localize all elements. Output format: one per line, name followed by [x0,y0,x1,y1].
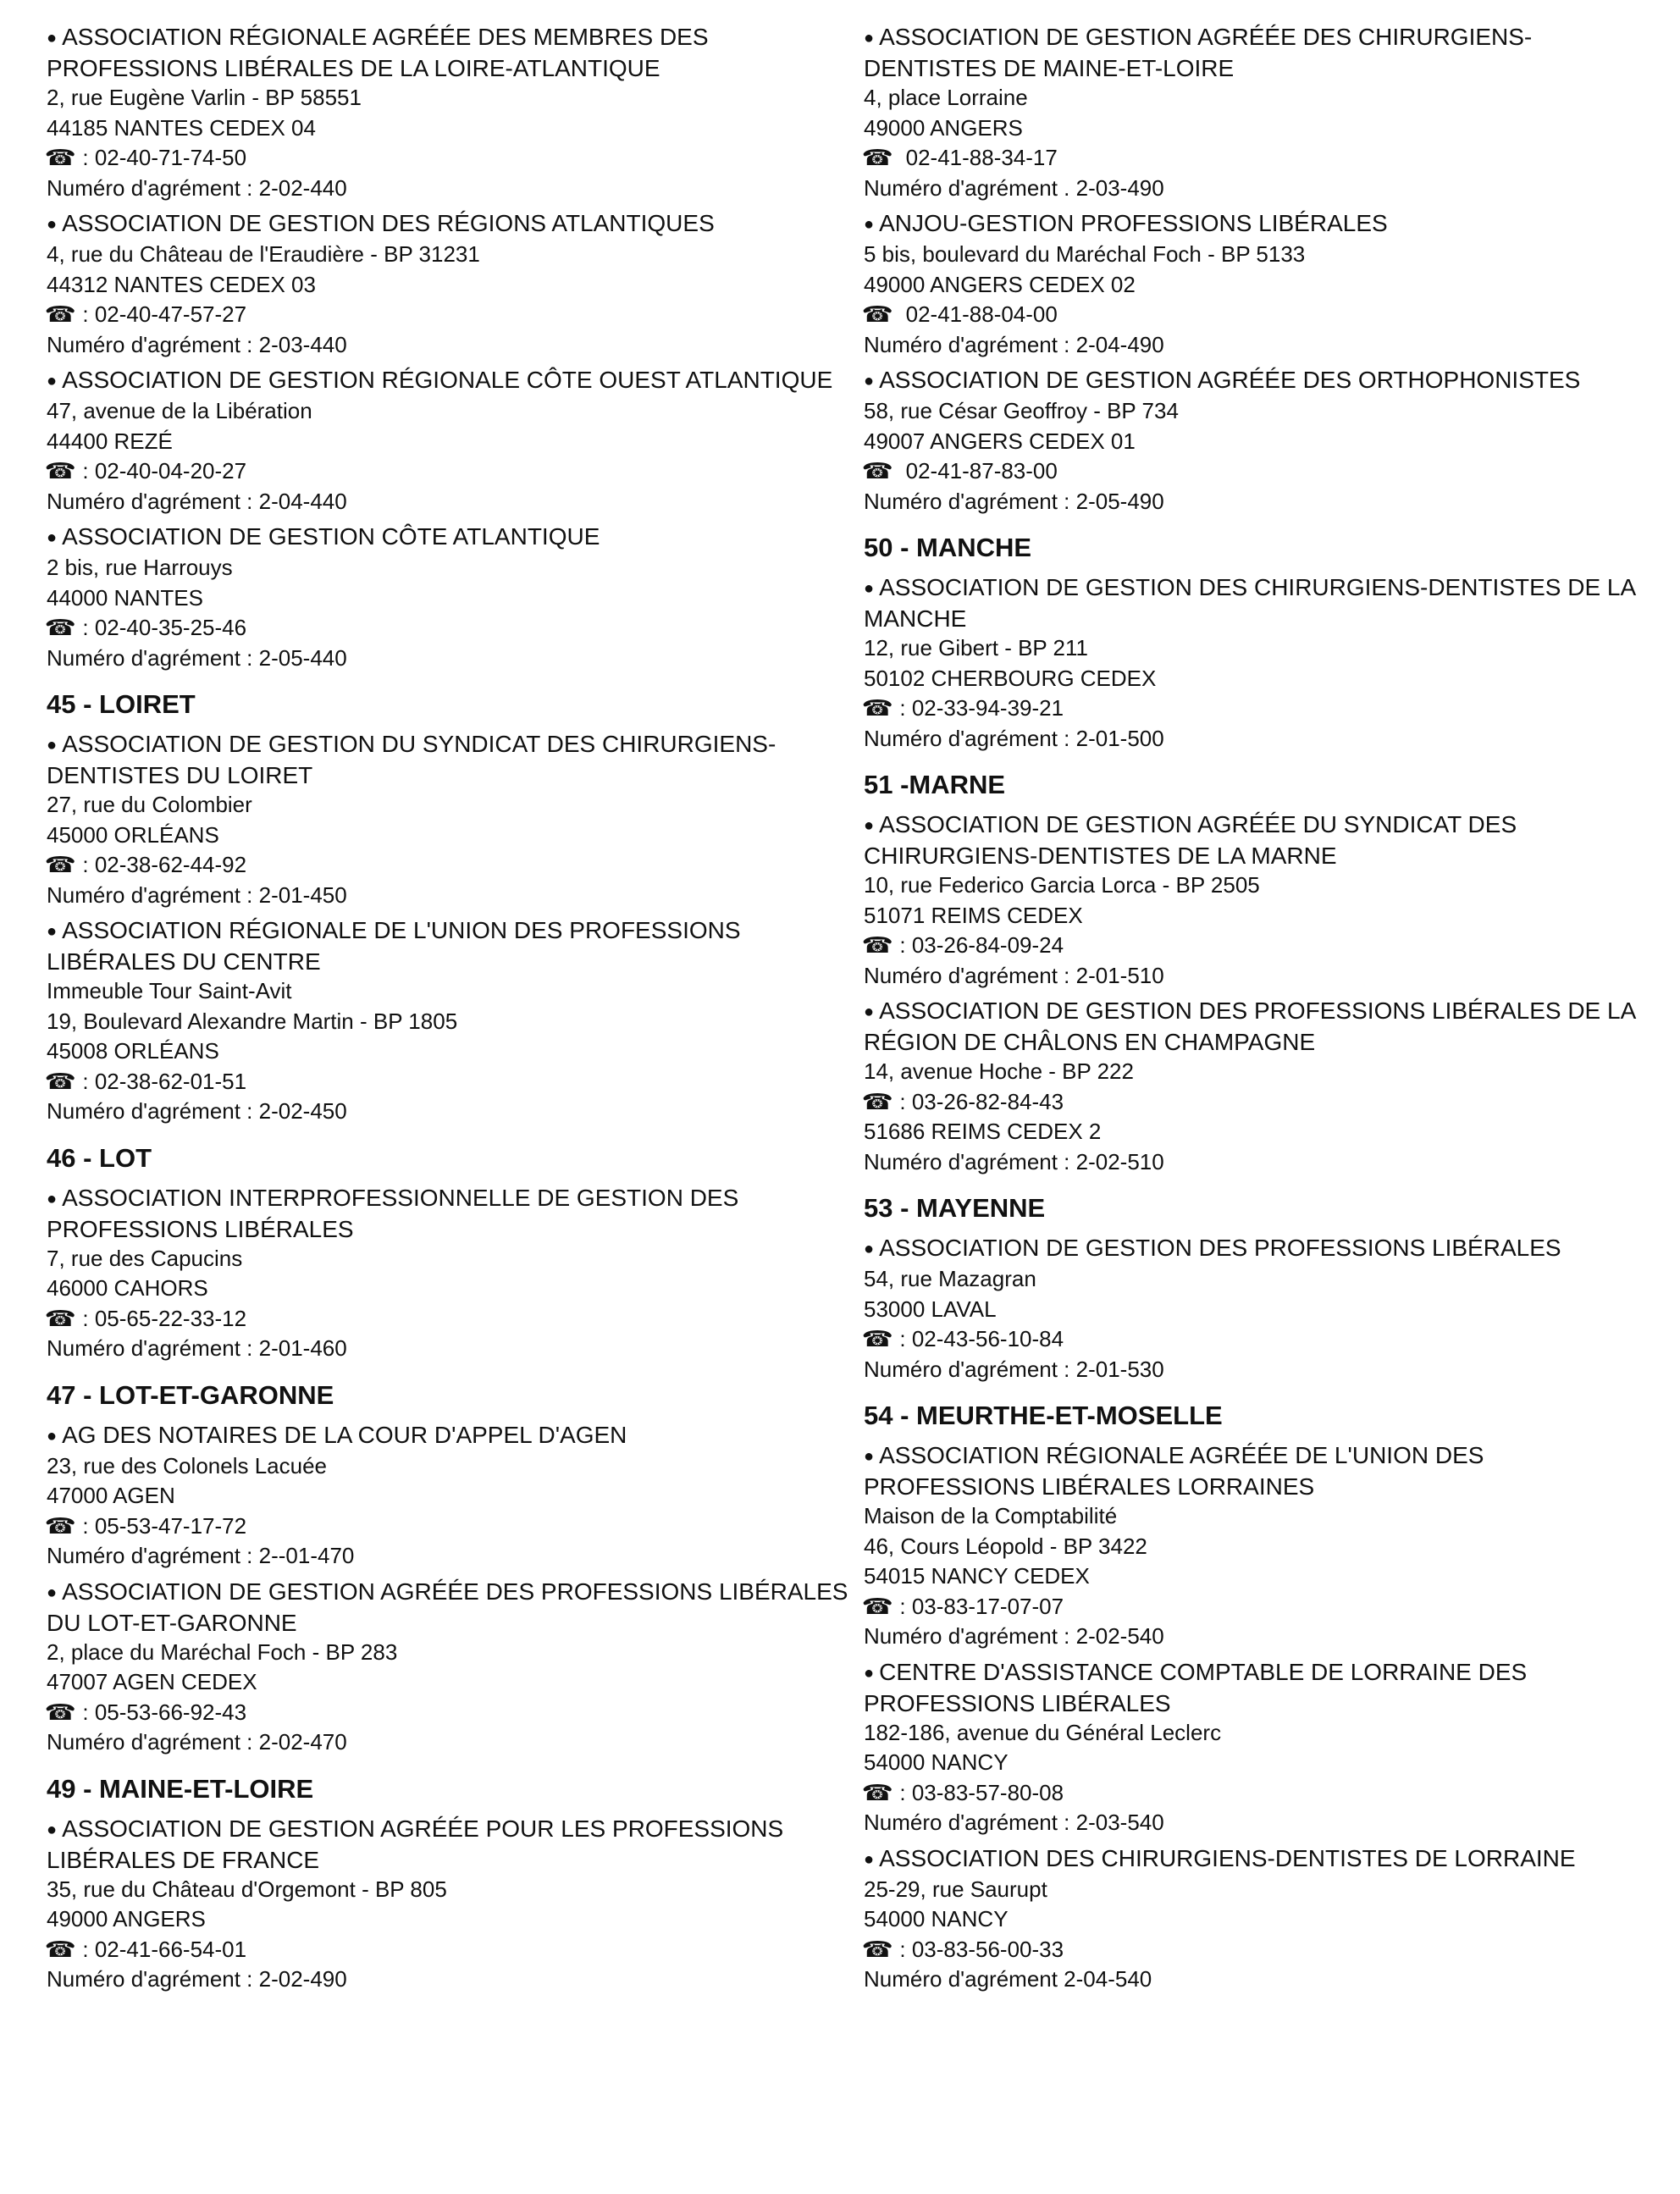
association-name-text: ASSOCIATION DE GESTION DES RÉGIONS ATLANTIQUES [62,210,715,236]
address-line: 45000 ORLÉANS [47,821,219,848]
association-entry [861,365,1638,517]
approval-number: Numéro d'agrément : 2-02-510 [864,1148,1164,1174]
department-heading: 49 - MAINE-ET-LOIRE [47,1773,314,1804]
address-line: 2, rue Eugène Varlin - BP 58551 [47,85,362,110]
address-line: 53000 LAVAL [864,1296,997,1322]
address-line: 49000 ANGERS [47,1906,206,1931]
association-entry [861,1843,1638,1995]
phone-number: 02-41-88-04-00 [899,301,1058,327]
telephone-icon: ☎ [44,1936,76,1962]
address-line: 14, avenue Hoche - BP 222 [864,1058,1134,1084]
approval-number: Numéro d'agrément : 2--01-470 [47,1543,355,1568]
bullet-icon: ● [47,736,58,754]
bullet-icon: ● [864,1240,875,1258]
association-name [47,1814,864,1875]
association-name-text: ASSOCIATION DE GESTION DES CHIRURGIENS-DENTISTES DE LA MANCHE [864,574,1635,632]
department-heading: 50 - MANCHE [864,533,1032,562]
phone-line [44,300,864,330]
telephone-icon: ☎ [44,145,76,170]
association-name-text: ASSOCIATION DE GESTION AGRÉÉE POUR LES PROFESSIONS LIBÉRALES DE FRANCE [47,1815,784,1873]
telephone-icon: ☎ [861,1326,893,1351]
association-name-text: ASSOCIATION DE GESTION AGRÉÉE DU SYNDICAT DES CHIRURGIENS-DENTISTES DE LA MARNE [864,811,1517,869]
association-name-text: AG DES NOTAIRES DE LA COUR D'APPEL D'AGEN [62,1421,627,1448]
address-line: Maison de la Comptabilité [864,1503,1118,1528]
telephone-icon: ☎ [861,458,893,484]
approval-number: Numéro d'agrément : 2-01-500 [864,725,1164,751]
address-line: 12, rue Gibert - BP 211 [864,635,1088,660]
address-line: 54000 NANCY [864,1749,1009,1775]
bullet-icon: ● [864,579,875,598]
phone-number: : 02-38-62-44-92 [82,852,247,877]
bullet-icon: ● [864,372,875,390]
phone-number: : 02-41-66-54-01 [82,1936,247,1962]
association-entry [861,22,1638,203]
department-heading: 45 - LOIRET [47,689,196,719]
association-name-text: ASSOCIATION RÉGIONALE AGRÉÉE DES MEMBRES DES PROFESSIONS LIBÉRALES DE LA LOIRE-ATLANTIQUE [47,24,709,81]
telephone-icon: ☎ [861,932,893,958]
address-line: 50102 CHERBOURG CEDEX [864,665,1157,691]
phone-number: : 05-53-66-92-43 [82,1699,247,1725]
bullet-icon: ● [864,1447,875,1466]
association-entry [861,1440,1638,1652]
telephone-icon: ☎ [861,695,893,721]
bullet-icon: ● [47,1820,58,1839]
association-name [47,22,864,83]
address-line: 7, rue des Capucins [47,1245,243,1271]
association-name-text: ASSOCIATION DE GESTION DES PROFESSIONS LIBÉRALES DE LA RÉGION DE CHÂLONS EN CHAMPAGNE [864,998,1635,1055]
association-name-text: ASSOCIATION INTERPROFESSIONNELLE DE GESTION DES PROFESSIONS LIBÉRALES [47,1184,739,1242]
address-line: 35, rue du Château d'Orgemont - BP 805 [47,1876,447,1902]
approval-number: Numéro d'agrément : 2-03-540 [864,1810,1164,1835]
bullet-icon: ● [864,1003,875,1021]
department-heading: 51 -MARNE [864,770,1006,799]
association-name-text: ANJOU-GESTION PROFESSIONS LIBÉRALES [879,210,1388,236]
address-line: 44400 REZÉ [47,428,173,454]
phone-line [44,613,864,644]
association-name-text: ASSOCIATION DE GESTION RÉGIONALE CÔTE OUEST ATLANTIQUE [62,367,833,393]
approval-number: Numéro d'agrément : 2-02-450 [47,1098,347,1124]
phone-line [44,1935,864,1965]
association-name-text: CENTRE D'ASSISTANCE COMPTABLE DE LORRAINE DES PROFESSIONS LIBÉRALES [864,1658,1528,1716]
association-name [864,1233,1638,1264]
address-line: 19, Boulevard Alexandre Martin - BP 1805 [47,1008,458,1034]
phone-line [44,1067,864,1097]
phone-number: : 02-40-35-25-46 [82,615,247,640]
phone-number: : 02-40-47-57-27 [82,301,247,327]
address-line: 45008 ORLÉANS [47,1038,219,1064]
association-entry [44,365,864,517]
association-name [864,1843,1638,1875]
association-name [864,1657,1638,1718]
telephone-icon: ☎ [861,145,893,170]
association-name-text: ASSOCIATION DE GESTION AGRÉÉE DES PROFESSIONS LIBÉRALES DU LOT-ET-GARONNE [47,1578,848,1636]
address-line: 47, avenue de la Libération [47,398,312,423]
association-name-text: ASSOCIATION DE GESTION DU SYNDICAT DES CHIRURGIENS-DENTISTES DU LOIRET [47,731,776,788]
association-name-text: ASSOCIATION DE GESTION AGRÉÉE DES CHIRURGIENS-DENTISTES DE MAINE-ET-LOIRE [864,24,1533,81]
association-name [864,208,1638,240]
telephone-icon: ☎ [44,1305,76,1331]
address-line: 46000 CAHORS [47,1275,208,1301]
approval-number: Numéro d'agrément : 2-01-460 [47,1335,347,1361]
phone-number: : 02-40-71-74-50 [82,145,247,170]
telephone-icon: ☎ [861,1779,893,1805]
bullet-icon: ● [47,372,58,390]
association-name-text: ASSOCIATION RÉGIONALE DE L'UNION DES PROFESSIONS LIBÉRALES DU CENTRE [47,917,741,975]
phone-line [861,1087,1638,1118]
association-entry [44,1183,864,1364]
address-line: 25-29, rue Saurupt [864,1876,1047,1902]
association-name-text: ASSOCIATION RÉGIONALE AGRÉÉE DE L'UNION DES PROFESSIONS LIBÉRALES LORRAINES [864,1442,1484,1500]
address-line: 46, Cours Léopold - BP 3422 [864,1533,1147,1559]
department-heading: 53 - MAYENNE [864,1193,1046,1223]
telephone-icon: ☎ [44,1068,76,1094]
phone-line [44,850,864,881]
telephone-icon: ☎ [44,301,76,327]
telephone-icon: ☎ [861,1593,893,1619]
association-entry [861,996,1638,1177]
right-column [861,22,1638,2194]
phone-line [861,931,1638,961]
address-line: 27, rue du Colombier [47,792,252,817]
left-column [44,22,864,2194]
approval-number: Numéro d'agrément : 2-05-490 [864,488,1164,514]
phone-line [861,1935,1638,1965]
bullet-icon: ● [864,29,875,47]
bullet-icon: ● [864,1849,875,1869]
bullet-icon: ● [864,816,875,835]
association-entry [861,1233,1638,1384]
approval-number: Numéro d'agrément : 2-02-470 [47,1729,347,1755]
telephone-icon: ☎ [44,615,76,640]
address-line: 47000 AGEN [47,1483,175,1508]
association-entry [861,208,1638,360]
department-heading: 54 - MEURTHE-ET-MOSELLE [864,1401,1223,1430]
association-name [864,365,1638,396]
phone-number: : 02-38-62-01-51 [82,1068,247,1094]
address-line: 54, rue Mazagran [864,1266,1036,1291]
phone-number: : 03-83-57-80-08 [899,1779,1064,1805]
bullet-icon: ● [47,215,58,234]
address-line: 58, rue César Geoffroy - BP 734 [864,398,1179,423]
address-line: 182-186, avenue du Général Leclerc [864,1719,1222,1745]
bullet-icon: ● [864,1663,875,1683]
bullet-icon: ● [47,1426,58,1445]
association-name [864,22,1638,83]
phone-line [861,143,1638,174]
address-line: 23, rue des Colonels Lacuée [47,1452,328,1478]
association-entry [44,522,864,673]
phone-line [861,300,1638,330]
association-name [47,522,864,553]
phone-line [861,1324,1638,1355]
association-name [47,729,864,790]
address-line: 5 bis, boulevard du Maréchal Foch - BP 5133 [864,241,1306,267]
address-line: 51686 REIMS CEDEX 2 [864,1119,1102,1144]
association-name [864,810,1638,870]
association-entry [44,1577,864,1758]
bullet-icon: ● [47,1189,58,1208]
phone-number: : 05-53-47-17-72 [82,1512,247,1539]
phone-number: : 03-26-84-09-24 [899,932,1064,958]
association-entry [44,1420,864,1572]
telephone-icon: ☎ [861,1088,893,1114]
department-heading: 47 - LOT-ET-GARONNE [47,1379,334,1410]
phone-line [44,1304,864,1335]
address-line: 44185 NANTES CEDEX 04 [47,114,316,141]
approval-number: Numéro d'agrément : 2-05-440 [47,644,347,671]
telephone-icon: ☎ [44,1512,76,1539]
approval-number: Numéro d'agrément : 2-01-510 [864,962,1164,988]
telephone-icon: ☎ [861,301,893,327]
phone-line [44,1511,864,1542]
association-name [47,365,864,396]
address-line: 49007 ANGERS CEDEX 01 [864,428,1136,454]
association-name [864,572,1638,633]
address-line: 4, rue du Château de l'Eraudière - BP 31231 [47,241,480,267]
address-line: 49000 ANGERS [864,114,1023,141]
address-line: 54015 NANCY CEDEX [864,1563,1090,1589]
association-name [47,1183,864,1244]
address-line: Immeuble Tour Saint-Avit [47,978,292,1003]
phone-number: : 03-83-17-07-07 [899,1593,1064,1619]
bullet-icon: ● [47,922,58,941]
telephone-icon: ☎ [44,852,76,877]
phone-number: 02-41-87-83-00 [899,458,1058,484]
phone-number: : 02-33-94-39-21 [899,695,1064,721]
phone-line [44,143,864,174]
address-line: 4, place Lorraine [864,85,1028,110]
association-name [47,1577,864,1638]
address-line: 10, rue Federico Garcia Lorca - BP 2505 [864,872,1260,898]
bullet-icon: ● [864,215,875,234]
association-name-text: ASSOCIATION DE GESTION AGRÉÉE DES ORTHOPHONISTES [879,367,1581,393]
association-entry [861,1657,1638,1838]
association-entry [44,22,864,203]
address-line: 49000 ANGERS CEDEX 02 [864,271,1136,297]
approval-number: Numéro d'agrément . 2-03-490 [864,174,1164,201]
phone-line [861,456,1638,487]
association-name [864,1440,1638,1501]
association-entry [44,915,864,1127]
bullet-icon: ● [47,528,58,547]
phone-line [861,1592,1638,1622]
phone-number: : 02-40-04-20-27 [82,458,247,484]
association-name [47,915,864,976]
association-entry [44,729,864,910]
association-name-text: ASSOCIATION DES CHIRURGIENS-DENTISTES DE LORRAINE [879,1844,1576,1871]
approval-number: Numéro d'agrément : 2-02-540 [864,1623,1164,1649]
approval-number: Numéro d'agrément : 2-01-450 [47,881,347,908]
address-line: 2 bis, rue Harrouys [47,555,233,580]
phone-line [861,1778,1638,1809]
address-line: 47007 AGEN CEDEX [47,1669,257,1694]
address-line: 51071 REIMS CEDEX [864,902,1083,928]
association-name [47,1420,864,1451]
bullet-icon: ● [47,29,58,47]
telephone-icon: ☎ [44,458,76,484]
phone-number: : 05-65-22-33-12 [82,1305,247,1331]
association-name-text: ASSOCIATION DE GESTION DES PROFESSIONS LIBÉRALES [879,1235,1561,1261]
approval-number: Numéro d'agrément : 2-04-440 [47,488,347,514]
phone-number: : 03-26-82-84-43 [899,1088,1064,1114]
approval-number: Numéro d'agrément : 2-02-440 [47,174,347,201]
association-entry [44,208,864,360]
bullet-icon: ● [47,1583,58,1602]
phone-number: : 02-43-56-10-84 [899,1326,1064,1351]
approval-number: Numéro d'agrément 2-04-540 [864,1966,1152,1992]
phone-number: : 03-83-56-00-33 [899,1936,1064,1962]
phone-line [44,456,864,487]
address-line: 44312 NANTES CEDEX 03 [47,271,316,297]
association-entry [861,810,1638,991]
approval-number: Numéro d'agrément : 2-02-490 [47,1966,347,1992]
association-name [47,208,864,240]
telephone-icon: ☎ [44,1699,76,1725]
approval-number: Numéro d'agrément : 2-01-530 [864,1356,1164,1382]
address-line: 54000 NANCY [864,1906,1009,1931]
department-heading: 46 - LOT [47,1142,152,1173]
telephone-icon: ☎ [861,1936,893,1962]
association-entry [44,1814,864,1995]
phone-line [861,694,1638,724]
phone-line [44,1698,864,1728]
association-name [864,996,1638,1057]
address-line: 44000 NANTES [47,584,203,611]
phone-number: 02-41-88-34-17 [899,145,1058,170]
association-name-text: ASSOCIATION DE GESTION CÔTE ATLANTIQUE [62,523,600,550]
association-entry [861,572,1638,754]
approval-number: Numéro d'agrément : 2-04-490 [864,331,1164,357]
address-line: 2, place du Maréchal Foch - BP 283 [47,1639,398,1665]
approval-number: Numéro d'agrément : 2-03-440 [47,331,347,357]
